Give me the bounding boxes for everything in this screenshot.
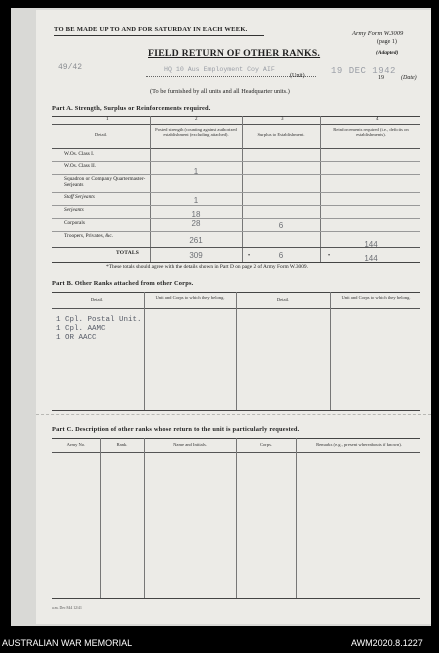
part-c-col-army-no: Army No.: [66, 442, 86, 447]
part-c-col-rank: Rank.: [116, 442, 128, 447]
document-sheet: [11, 8, 431, 626]
header-note-underline: [54, 35, 264, 36]
total-reinforcements: 144: [364, 254, 378, 263]
cell-corporals-surplus: 6: [278, 221, 284, 230]
row-label-troopers: Troopers, Privates, &c.: [64, 233, 114, 239]
part-a-vline-1: [150, 116, 151, 262]
row-label-cqms: Squadron or Company Quartermaster-Serjeants: [64, 176, 146, 188]
part-a-col-surplus: Surplus to Establishment.: [257, 132, 305, 137]
part-b-col-unit-2: Unit and Corps to which they belong.: [341, 295, 411, 300]
row-label-wo2: W.Os. Class II.: [64, 163, 97, 169]
total-posted: 309: [189, 251, 203, 260]
col-number-2: 2: [195, 117, 198, 122]
part-b-vline-3: [330, 292, 331, 410]
attached-entry-3: 1 OR AACC: [56, 334, 97, 342]
cell-wo2-posted: 1: [193, 167, 199, 176]
archive-accession-number: AWM2020.8.1227: [351, 638, 423, 648]
part-c-bottom-rule: [52, 598, 420, 599]
part-a-vline-2: [242, 116, 243, 262]
attached-entry-2: 1 Cpl. AAMC: [56, 325, 106, 333]
form-paper: [36, 10, 431, 624]
part-b-vline-1: [144, 292, 145, 410]
part-a-vline-3: [320, 116, 321, 262]
row-label-wo1: W.Os. Class I.: [64, 151, 95, 157]
row-rule-6: [52, 231, 420, 232]
part-b-col-detail-2: Detail.: [276, 297, 290, 302]
row-label-corporals: Corporals: [64, 220, 85, 226]
part-c-col-remarks: Remarks (e.g., present whereabouts if known).: [316, 442, 402, 447]
date-label: (Date): [401, 75, 417, 81]
row-label-staff-serjeants: Staff Serjeants: [64, 194, 95, 200]
part-c-heading: Part C. Description of other ranks whose return to the unit is particularly requested.: [52, 426, 300, 433]
fold-line: [36, 414, 431, 415]
form-reference: Army Form W.3009: [352, 30, 404, 37]
part-b-col-unit-1: Unit and Corps to which they belong.: [155, 295, 225, 300]
cell-corporals-posted: 28: [191, 219, 201, 228]
cell-serjeants-posted: 18: [191, 210, 201, 219]
part-b-vline-2: [236, 292, 237, 410]
part-a-col-posted: Posted strength (counting against authorized establishment (excluding attached).: [155, 127, 237, 137]
row-rule-1: [52, 161, 420, 162]
form-page: (page 1): [377, 39, 397, 45]
form-adapted: (Adapted): [376, 50, 399, 56]
row-rule-3: [52, 192, 420, 193]
part-c-vline-2: [144, 438, 145, 598]
total-surplus-asterisk: •: [248, 253, 251, 259]
part-b-heading: Part B. Other Ranks attached from other Corps.: [52, 280, 194, 287]
cell-staff-serjeants-posted: 1: [193, 196, 199, 205]
unit-stamp: HQ 10 Aus Employment Coy AIF: [164, 66, 275, 73]
part-a-header-rule: [52, 148, 420, 149]
part-c-vline-1: [100, 438, 101, 598]
part-c-vline-3: [236, 438, 237, 598]
col-number-1: 1: [106, 117, 109, 122]
part-b-col-detail-1: Detail.: [90, 297, 104, 302]
totals-top-rule: [52, 247, 420, 248]
part-c-col-corps: Corps.: [259, 442, 273, 447]
unit-label: (Unit): [290, 73, 305, 79]
cell-troopers-posted: 261: [189, 236, 203, 245]
part-a-col-detail: Detail.: [94, 132, 108, 137]
part-c-col-name: Name and Initials.: [173, 442, 207, 447]
part-a-num-rule: [52, 124, 420, 125]
row-label-serjeants: Serjeants: [64, 207, 84, 213]
date-year: 19: [378, 75, 384, 81]
total-reinf-asterisk: •: [328, 253, 331, 259]
date-stamp: 19 DEC 1942: [331, 66, 396, 76]
attached-entry-1: 1 Cpl. Postal Unit.: [56, 316, 142, 324]
part-a-col-reinforcements: Reinforcements required (i.e., deficits on establishments).: [333, 127, 409, 137]
form-title: FIELD RETURN OF OTHER RANKS.: [148, 48, 321, 59]
col-number-4: 4: [376, 117, 379, 122]
totals-label: TOTALS: [116, 250, 140, 256]
part-c-vline-4: [296, 438, 297, 598]
part-a-heading: Part A. Strength, Surplus or Reinforcements required.: [52, 105, 211, 112]
part-a-bottom-rule: [52, 262, 420, 263]
form-subtitle: (To be furnished by all units and all Headquarter units.): [150, 88, 290, 95]
row-rule-4: [52, 205, 420, 206]
part-b-bottom-rule: [52, 410, 420, 411]
total-surplus: 6: [278, 251, 284, 260]
header-note: TO BE MADE UP TO AND FOR SATURDAY IN EACH WEEK.: [54, 26, 248, 33]
serial-number: 49/42: [58, 63, 83, 72]
cell-troopers-reinforcements: 144: [364, 240, 378, 249]
col-number-3: 3: [281, 117, 284, 122]
row-rule-2: [52, 174, 420, 175]
part-a-footnote: *These totals should agree with the details shown in Part D on page 2 of Army Form W.3009.: [106, 264, 308, 270]
print-code: a.m. Dec 844 12/41: [52, 606, 82, 610]
archive-credit: AUSTRALIAN WAR MEMORIAL: [2, 638, 133, 648]
